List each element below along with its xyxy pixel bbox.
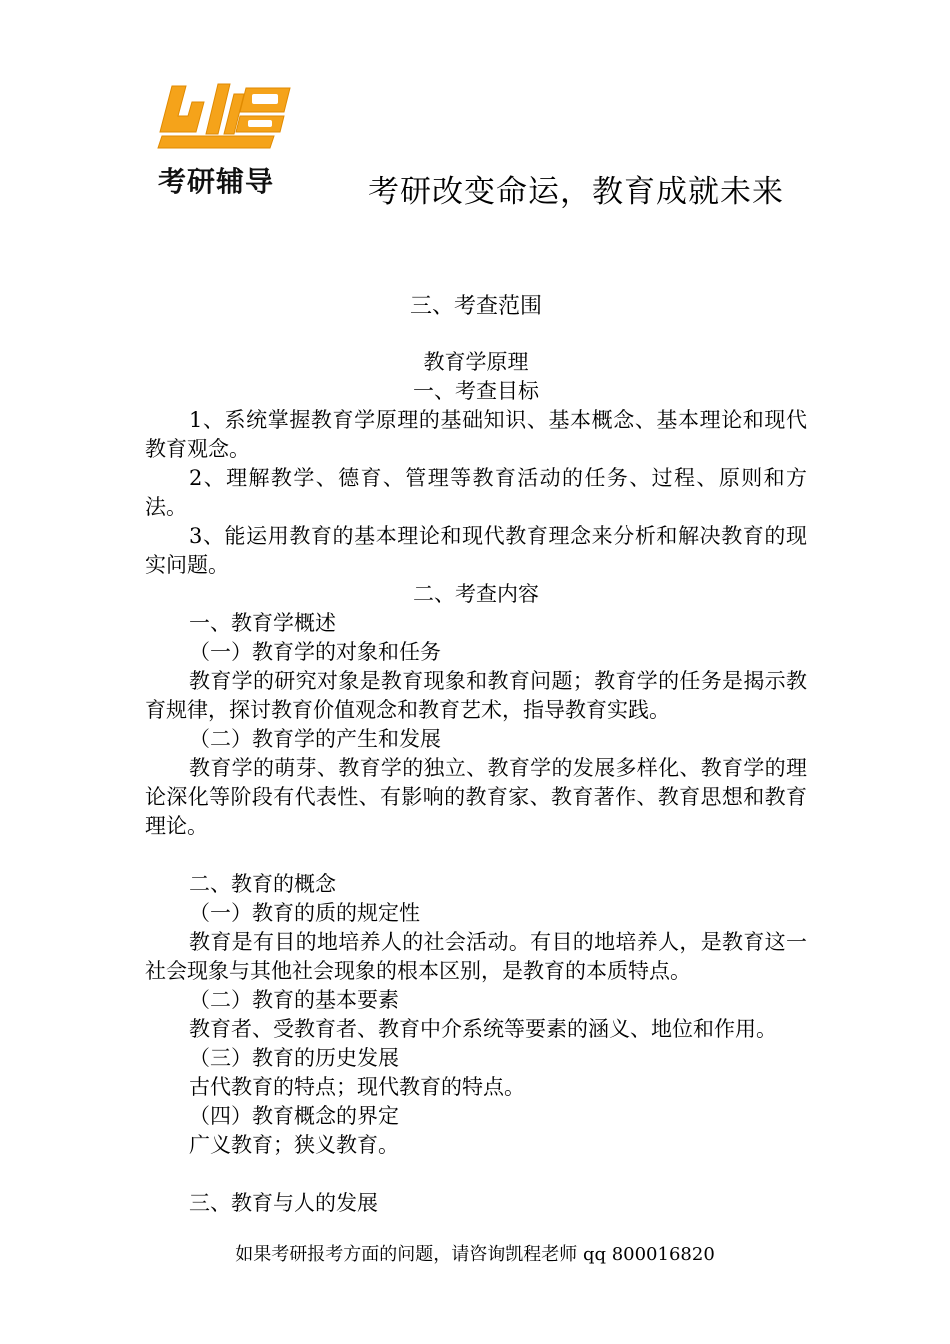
subsection-title: （二）教育学的产生和发展	[189, 727, 441, 751]
subsection-title: （三）教育的历史发展	[189, 1046, 399, 1070]
slogan: 考研改变命运，教育成就未来	[368, 174, 784, 210]
subsection-title: （一）教育学的对象和任务	[189, 640, 441, 664]
document-body	[145, 292, 807, 1218]
blank-line	[145, 841, 807, 870]
subsection-title: （二）教育的基本要素	[189, 988, 399, 1012]
goal-item: 1、系统掌握教育学原理的基础知识、基本概念、基本理论和现代教育观念。	[145, 408, 807, 461]
footer-contact: 如果考研报考方面的问题，请咨询凯程老师 qq 800016820	[235, 1244, 715, 1265]
chapter-title: 二、教育的概念	[189, 872, 336, 896]
subsection-text: 教育者、受教育者、教育中介系统等要素的涵义、地位和作用。	[189, 1017, 777, 1041]
kaicheng-logo-mark	[154, 72, 296, 156]
goal-heading: 一、考查目标	[413, 379, 539, 403]
subsection-text: 教育学的研究对象是教育现象和教育问题；教育学的任务是揭示教育规律，探讨教育价值观念和教育艺术，指导教育实践。	[145, 669, 807, 722]
blank-line	[145, 1160, 807, 1189]
goal-item: 3、能运用教育的基本理论和现代教育理念来分析和解决教育的现实问题。	[145, 524, 807, 577]
chapter-title: 三、教育与人的发展	[189, 1191, 378, 1215]
content-heading: 二、考查内容	[413, 582, 539, 606]
subsection-text: 教育学的萌芽、教育学的独立、教育学的发展多样化、教育学的理论深化等阶段有代表性、有影响的教育家、教育著作、教育思想和教育理论。	[145, 756, 807, 838]
subsection-title: （四）教育概念的界定	[189, 1104, 399, 1128]
logo-text: 考研辅导	[158, 165, 275, 198]
section-title: 三、考查范围	[409, 294, 542, 319]
goal-item: 2、理解教学、德育、管理等教育活动的任务、过程、原则和方法。	[145, 466, 807, 519]
subsection-text: 教育是有目的地培养人的社会活动。有目的地培养人，是教育这一社会现象与其他社会现象的根本区别，是教育的本质特点。	[145, 930, 807, 983]
kaicheng-logo	[150, 72, 300, 200]
subsection-text: 古代教育的特点；现代教育的特点。	[189, 1075, 525, 1099]
subsection-title: （一）教育的质的规定性	[189, 901, 420, 925]
subsection-text: 广义教育；狭义教育。	[189, 1133, 399, 1157]
chapter-title: 一、教育学概述	[189, 611, 336, 635]
subject-title: 教育学原理	[423, 350, 529, 374]
